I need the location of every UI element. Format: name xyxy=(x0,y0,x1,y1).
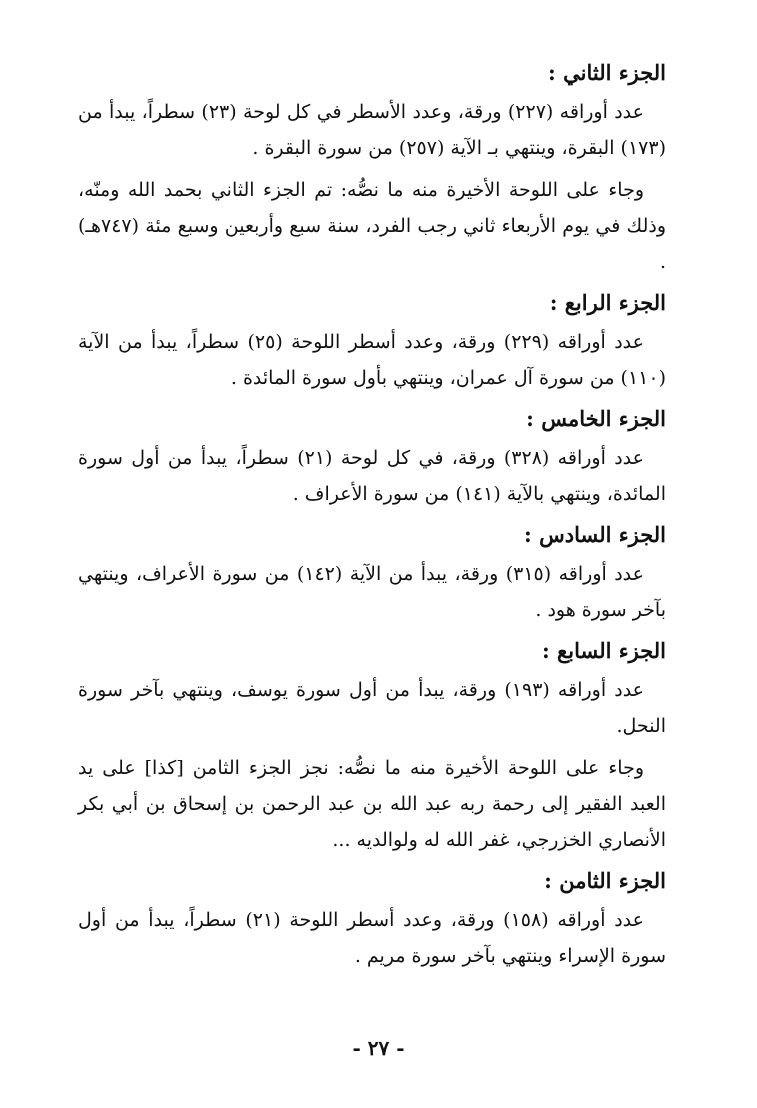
section-paragraph: عدد أوراقه (٢٢٧) ورقة، وعدد الأسطر في كل لوحة (٢٣) سطراً، يبدأ من (١٧٣) البقرة، وينتهي بـ الآية (٢٥٧) من سورة البقرة . xyxy=(78,101,666,159)
section-part-2 xyxy=(78,56,666,280)
section-heading: الجزء الخامس : xyxy=(526,406,666,431)
section-part-4 xyxy=(78,286,666,396)
section-heading: الجزء الرابع : xyxy=(549,290,666,315)
section-heading: الجزء السابع : xyxy=(541,638,666,663)
section-paragraph: عدد أوراقه (١٩٣) ورقة، يبدأ من أول سورة يوسف، وينتهي بآخر سورة النحل. xyxy=(78,679,666,737)
document-body xyxy=(78,56,666,980)
page-number: - ٢٧ - xyxy=(352,1036,405,1060)
section-part-5 xyxy=(78,402,666,512)
section-part-6 xyxy=(78,518,666,628)
section-paragraph: عدد أوراقه (٣١٥) ورقة، يبدأ من الآية (١٤٢) من سورة الأعراف، وينتهي بآخر سورة هود . xyxy=(78,563,666,621)
section-paragraph: وجاء على اللوحة الأخيرة منه ما نصُّه: نجز الجزء الثامن [كذا] على يد العبد الفقير إلى رحمة ربه عبد الله بن عبد الرحمن بن إسحاق بن أبي بكر الأنصاري الخزرجي، غفر الله له ولوالديه ... xyxy=(78,757,666,851)
section-heading: الجزء الثاني : xyxy=(548,60,666,85)
section-paragraph: وجاء على اللوحة الأخيرة منه ما نصُّه: تم الجزء الثاني بحمد الله ومنّه، وذلك في يوم الأربعاء ثاني رجب الفرد، سنة سبع وأربعين وسبع مئة (٧٤٧هـ) . xyxy=(78,179,666,273)
section-heading: الجزء السادس : xyxy=(524,522,666,547)
section-heading: الجزء الثامن : xyxy=(544,868,666,893)
section-paragraph: عدد أوراقه (٢٢٩) ورقة، وعدد أسطر اللوحة (٢٥) سطراً، يبدأ من الآية (١١٠) من سورة آل عمران، وينتهي بأول سورة المائدة . xyxy=(78,331,666,389)
section-part-7 xyxy=(78,634,666,858)
section-paragraph: عدد أوراقه (١٥٨) ورقة، وعدد أسطر اللوحة (٢١) سطراً، يبدأ من أول سورة الإسراء وينتهي بآخر سورة مريم . xyxy=(78,909,666,967)
section-paragraph: عدد أوراقه (٣٢٨) ورقة، في كل لوحة (٢١) سطراً، يبدأ من أول سورة المائدة، وينتهي بالآية (١٤١) من سورة الأعراف . xyxy=(78,447,666,505)
section-part-8 xyxy=(78,864,666,974)
